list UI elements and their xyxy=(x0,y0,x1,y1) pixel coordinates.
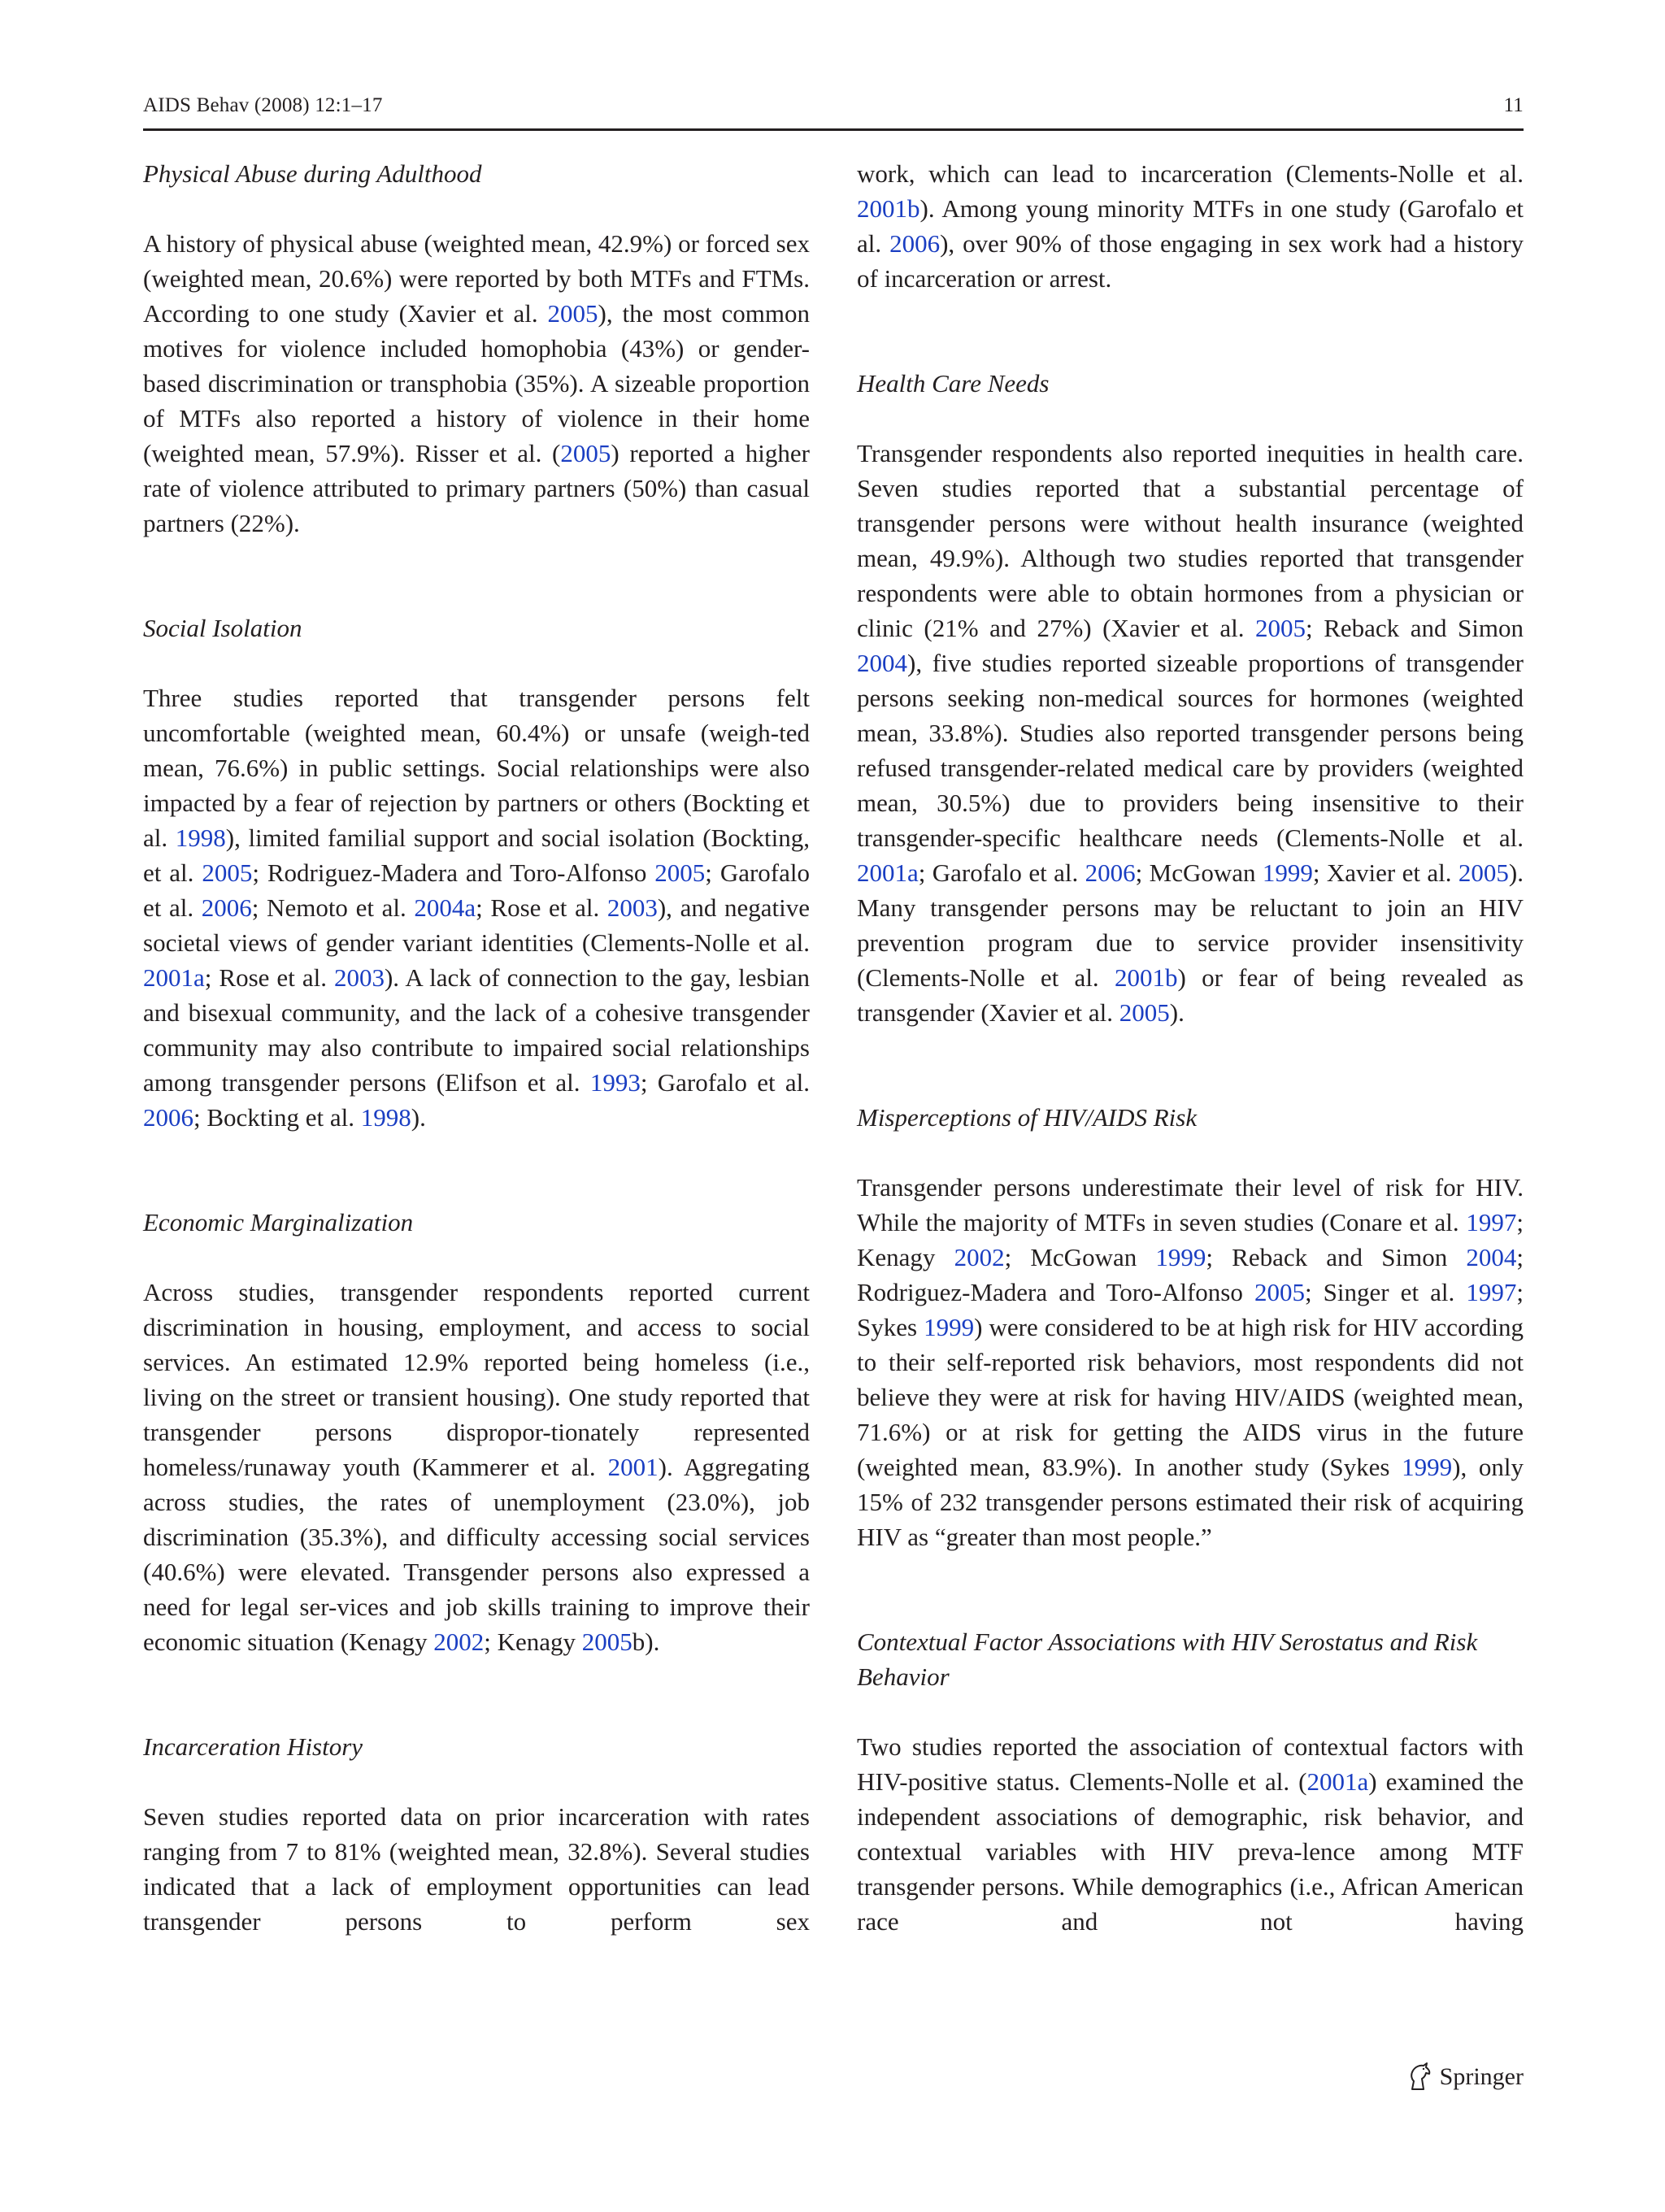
citation-link[interactable]: 2006 xyxy=(143,1103,193,1132)
citation-link[interactable]: 1998 xyxy=(360,1103,411,1132)
page-number: 11 xyxy=(1503,94,1524,116)
citation-link[interactable]: 2005 xyxy=(202,858,253,887)
citation-link[interactable]: 2001a xyxy=(857,858,919,887)
citation-link[interactable]: 1998 xyxy=(175,824,226,852)
spacer xyxy=(857,1030,1524,1100)
citation-link[interactable]: 2005 xyxy=(581,1627,633,1656)
citation-link[interactable]: 2006 xyxy=(889,229,941,258)
citation-link[interactable]: 2005 xyxy=(547,299,598,328)
paragraph-contextual-factor: Two studies reported the association of contextual factors with HIV-positive status. Clements-Nolle et al. (2001a) examined the independent associations of demographic, risk behavior, and contextual variables with HIV preva-lence among MTF transgender persons. While demographics (i.e., African American race and not having xyxy=(857,1732,1524,1936)
citation-link[interactable]: 2005 xyxy=(560,439,611,467)
section-title-health-care-needs: Health Care Needs xyxy=(857,369,1050,398)
citation-link[interactable]: 2003 xyxy=(333,963,385,992)
citation-link[interactable]: 2004a xyxy=(414,893,476,922)
citation-link[interactable]: 1999 xyxy=(924,1313,975,1341)
citation-link[interactable]: 2005 xyxy=(654,858,706,887)
spacer xyxy=(143,1659,810,1729)
paragraph-incarceration-history: Seven studies reported data on prior incarceration with rates ranging from 7 to 81% (weighted mean, 32.8%). Several studies indicated that a lack of employment opportunities can lead transgender persons to perform sex xyxy=(143,1802,810,1936)
section-title-incarceration-history: Incarceration History xyxy=(143,1732,363,1761)
citation-link[interactable]: 2001 xyxy=(607,1453,659,1481)
citation-link[interactable]: 1999 xyxy=(1402,1453,1453,1481)
citation-link[interactable]: 2005 xyxy=(1458,858,1509,887)
citation-link[interactable]: 2001b xyxy=(857,194,920,223)
citation-link[interactable]: 2005 xyxy=(1255,614,1306,642)
publisher-footer xyxy=(1406,2062,1524,2092)
paragraph-social-isolation: Three studies reported that transgender persons felt uncomfortable (weighted mean, 60.4%) or unsafe (weigh-ted mean, 76.6%) in public settings. Social relationships were also impacted by a fear of rejection by partners or others (Bockting et al. 1998), limited familial support and social isolation (Bockting, et al. 2005; Rodriguez-Madera and Toro-Alfonso 2005; Garofalo et al. 2006; Nemoto et al. 2004a; Rose et al. 2003), and negative societal views of gender variant identities (Clements-Nolle et al. 2001a; Rose et al. 2003). A lack of connection to the gay, lesbian and bisexual community, and the lack of a cohesive transgender community may also contribute to impaired social relationships among transgender persons (Elifson et al. 1993; Garofalo et al. 2006; Bockting et al. 1998). xyxy=(143,684,810,1132)
citation-link[interactable]: 2001b xyxy=(1114,963,1178,992)
citation-link[interactable]: 2006 xyxy=(201,893,252,922)
section-title-misperceptions: Misperceptions of HIV/AIDS Risk xyxy=(857,1103,1198,1132)
paragraph-health-care-needs: Transgender respondents also reported inequities in health care. Seven studies reported that a substantial percentage of transgender persons were without health insurance (weighted mean, 49.9%). Although two studies reported that transgender respondents were able to obtain hormones from a physician or clinic (21% and 27%) (Xavier et al. 2005; Reback and Simon 2004), five studies reported sizeable proportions of transgender persons seeking non-medical sources for hormones (weighted mean, 33.8%). Studies also reported transgender persons being refused transgender-related medical care by providers (weighted mean, 30.5%) due to providers being insensitive to their transgender-specific healthcare needs (Clements-Nolle et al. 2001a; Garofalo et al. 2006; McGowan 1999; Xavier et al. 2005). Many transgender persons may be reluctant to join an HIV prevention program due to service provider insensitivity (Clements-Nolle et al. 2001b) or fear of being revealed as transgender (Xavier et al. 2005). xyxy=(857,439,1524,1027)
section-title-contextual-factor: Contextual Factor Associations with HIV Serostatus and Risk Behavior xyxy=(857,1627,1478,1691)
right-column xyxy=(857,156,1524,1939)
citation-link[interactable]: 2003 xyxy=(606,893,658,922)
paragraph-physical-abuse: A history of physical abuse (weighted mean, 42.9%) or forced sex (weighted mean, 20.6%) were reported by both MTFs and FTMs. According to one study (Xavier et al. 2005), the most common motives for violence included homophobia (43%) or gender-based discrimination or transphobia (35%). A sizeable proportion of MTFs also reported a history of violence in their home (weighted mean, 57.9%). Risser et al. (2005) reported a higher rate of violence attributed to primary partners (50%) than casual partners (22%). xyxy=(143,229,810,537)
citation-link[interactable]: 1999 xyxy=(1155,1243,1206,1271)
spacer xyxy=(143,541,810,611)
section-title-physical-abuse: Physical Abuse during Adulthood xyxy=(143,159,482,188)
left-column xyxy=(143,156,810,1939)
citation-link[interactable]: 1993 xyxy=(589,1068,641,1097)
paragraph-incarceration-continued: work, which can lead to incarceration (Clements-Nolle et al. 2001b). Among young minority MTFs in one study (Garofalo et al. 2006), over 90% of those engaging in sex work had a history of incarceration or arrest. xyxy=(857,159,1524,293)
citation-link[interactable]: 2001a xyxy=(1306,1767,1369,1796)
spacer xyxy=(857,1554,1524,1624)
citation-link[interactable]: 2002 xyxy=(954,1243,1005,1271)
springer-horse-icon xyxy=(1406,2062,1433,2092)
citation-link[interactable]: 2004 xyxy=(1466,1243,1517,1271)
citation-link[interactable]: 2002 xyxy=(433,1627,485,1656)
running-header xyxy=(143,88,1524,131)
spacer xyxy=(143,1135,810,1205)
citation-link[interactable]: 2001a xyxy=(143,963,205,992)
spacer xyxy=(857,296,1524,366)
section-title-economic-marginalization: Economic Marginalization xyxy=(143,1208,414,1236)
citation-link[interactable]: 2004 xyxy=(857,649,907,677)
paragraph-economic-marginalization: Across studies, transgender respondents reported current discrimination in housing, employment, and access to social services. An estimated 12.9% reported being homeless (i.e., living on the street or transient housing). One study reported that transgender persons dispropor-tionately represented homeless/runaway youth (Kammerer et al. 2001). Aggregating across studies, the rates of unemployment (23.0%), job discrimination (35.3%), and difficulty accessing social services (40.6%) were elevated. Transgender persons also expressed a need for legal ser-vices and job skills training to improve their economic situation (Kenagy 2002; Kenagy 2005b). xyxy=(143,1278,810,1656)
publisher-name: Springer xyxy=(1439,2063,1524,2090)
citation-link[interactable]: 2005 xyxy=(1119,998,1170,1027)
citation-link[interactable]: 1997 xyxy=(1466,1208,1517,1236)
citation-link[interactable]: 2005 xyxy=(1254,1278,1305,1306)
section-title-social-isolation: Social Isolation xyxy=(143,614,302,642)
citation-link[interactable]: 2006 xyxy=(1085,858,1136,887)
citation-link[interactable]: 1999 xyxy=(1262,858,1313,887)
paragraph-misperceptions: Transgender persons underestimate their level of risk for HIV. While the majority of MTFs in seven studies (Conare et al. 1997; Kenagy 2002; McGowan 1999; Reback and Simon 2004; Rodriguez-Madera and Toro-Alfonso 2005; Singer et al. 1997; Sykes 1999) were considered to be at high risk for HIV according to their self-reported risk behaviors, most respondents did not believe they were at risk for having HIV/AIDS (weighted mean, 71.6%) or at risk for getting the AIDS virus in the future (weighted mean, 83.9%). In another study (Sykes 1999), only 15% of 232 transgender persons estimated their risk of acquiring HIV as “greater than most people.” xyxy=(857,1173,1524,1551)
journal-citation: AIDS Behav (2008) 12:1–17 xyxy=(143,94,383,116)
citation-link[interactable]: 1997 xyxy=(1466,1278,1517,1306)
